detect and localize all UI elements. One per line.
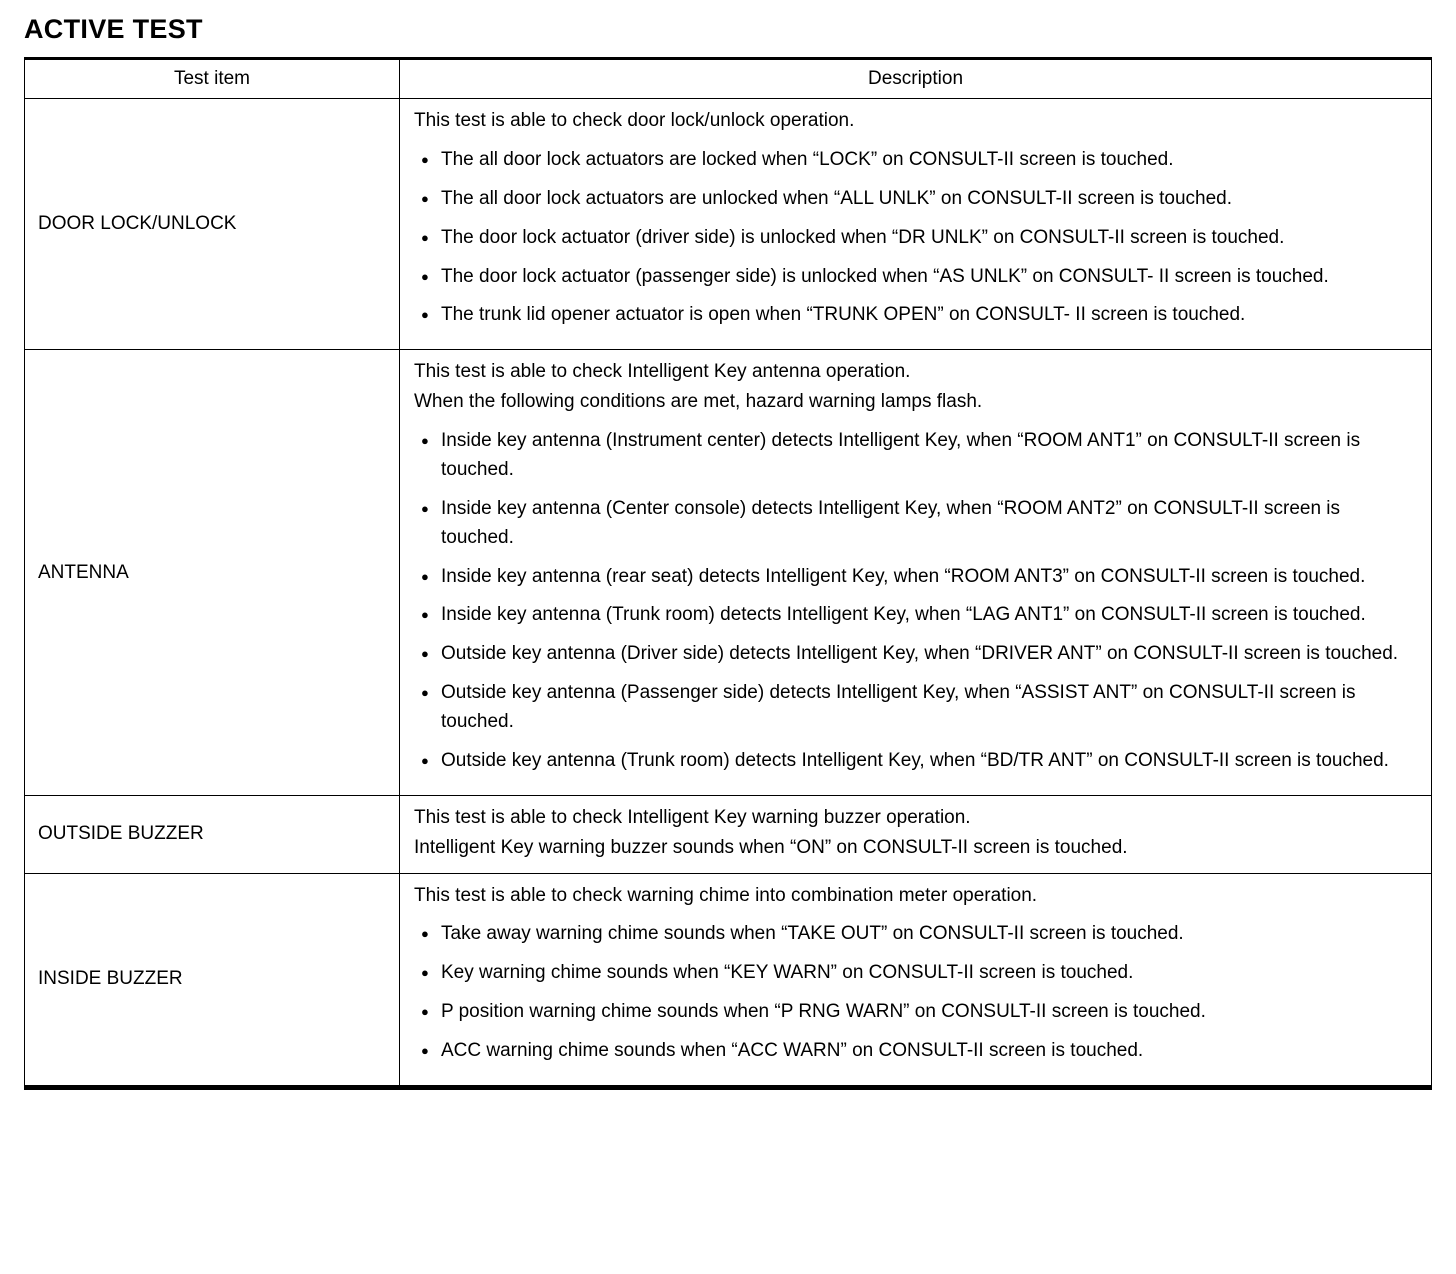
active-test-table	[24, 57, 1432, 1090]
table-header-row	[25, 59, 1432, 99]
description-cell	[400, 350, 1432, 796]
bullet-item: ● The all door lock actuators are unlocked when “ALL UNLK” on CONSULT-II screen is touched.	[414, 185, 1417, 214]
bullet-item: ● P position warning chime sounds when “P RNG WARN” on CONSULT-II screen is touched.	[414, 998, 1417, 1027]
description-intro-line: Intelligent Key warning buzzer sounds when “ON” on CONSULT-II screen is touched.	[414, 836, 1128, 858]
bullet-item: ● Inside key antenna (Trunk room) detects Intelligent Key, when “LAG ANT1” on CONSULT-II screen is touched.	[414, 601, 1417, 630]
column-header-test-item: Test item	[25, 59, 400, 99]
test-item-cell: INSIDE BUZZER	[25, 873, 400, 1087]
bullet-item: ● Outside key antenna (Driver side) detects Intelligent Key, when “DRIVER ANT” on CONSULT-II screen is touched.	[414, 640, 1417, 669]
description-intro-line: This test is able to check Intelligent Key warning buzzer operation.	[414, 806, 971, 828]
column-header-description: Description	[400, 59, 1432, 99]
bullet-item: ● ACC warning chime sounds when “ACC WARN” on CONSULT-II screen is touched.	[414, 1037, 1417, 1066]
description-intro-line: This test is able to check Intelligent Key antenna operation.	[414, 361, 911, 383]
description-cell	[400, 873, 1432, 1087]
bullet-list	[414, 920, 1417, 1066]
test-item-cell: DOOR LOCK/UNLOCK	[25, 99, 400, 350]
bullet-item: ● Take away warning chime sounds when “TAKE OUT” on CONSULT-II screen is touched.	[414, 920, 1417, 949]
description-cell	[400, 99, 1432, 350]
test-item-cell: ANTENNA	[25, 350, 400, 796]
test-item-cell: OUTSIDE BUZZER	[25, 795, 400, 873]
bullet-item: ● The door lock actuator (driver side) is unlocked when “DR UNLK” on CONSULT-II screen is touched.	[414, 224, 1417, 253]
bullet-item: ● Outside key antenna (Passenger side) detects Intelligent Key, when “ASSIST ANT” on CONSULT-II screen is touched.	[414, 679, 1417, 737]
bullet-list	[414, 146, 1417, 330]
description-intro-line: This test is able to check door lock/unlock operation.	[414, 110, 855, 131]
bullet-item: ● The all door lock actuators are locked when “LOCK” on CONSULT-II screen is touched.	[414, 146, 1417, 175]
page-title: ACTIVE TEST	[24, 14, 203, 44]
table-row	[25, 873, 1432, 1087]
bullet-list	[414, 427, 1417, 776]
table-row	[25, 99, 1432, 350]
bullet-item: ● Inside key antenna (Center console) detects Intelligent Key, when “ROOM ANT2” on CONSULT-II screen is touched.	[414, 495, 1417, 553]
bullet-item: ● Inside key antenna (Instrument center) detects Intelligent Key, when “ROOM ANT1” on CONSULT-II screen is touched.	[414, 427, 1417, 485]
description-cell	[400, 795, 1432, 873]
table-row	[25, 350, 1432, 796]
description-intro-line: This test is able to check warning chime into combination meter operation.	[414, 884, 1038, 906]
bullet-item: ● Outside key antenna (Trunk room) detects Intelligent Key, when “BD/TR ANT” on CONSULT-II screen is touched.	[414, 747, 1417, 776]
bullet-item: ● The trunk lid opener actuator is open when “TRUNK OPEN” on CONSULT- II screen is touched.	[414, 301, 1417, 330]
description-intro-line: When the following conditions are met, hazard warning lamps flash.	[414, 391, 983, 413]
bullet-item: ● Inside key antenna (rear seat) detects Intelligent Key, when “ROOM ANT3” on CONSULT-II screen is touched.	[414, 563, 1417, 592]
bullet-item: ● The door lock actuator (passenger side) is unlocked when “AS UNLK” on CONSULT- II screen is touched.	[414, 263, 1417, 292]
bullet-item: ● Key warning chime sounds when “KEY WARN” on CONSULT-II screen is touched.	[414, 959, 1417, 988]
table-row	[25, 795, 1432, 873]
table-body	[25, 99, 1432, 1088]
